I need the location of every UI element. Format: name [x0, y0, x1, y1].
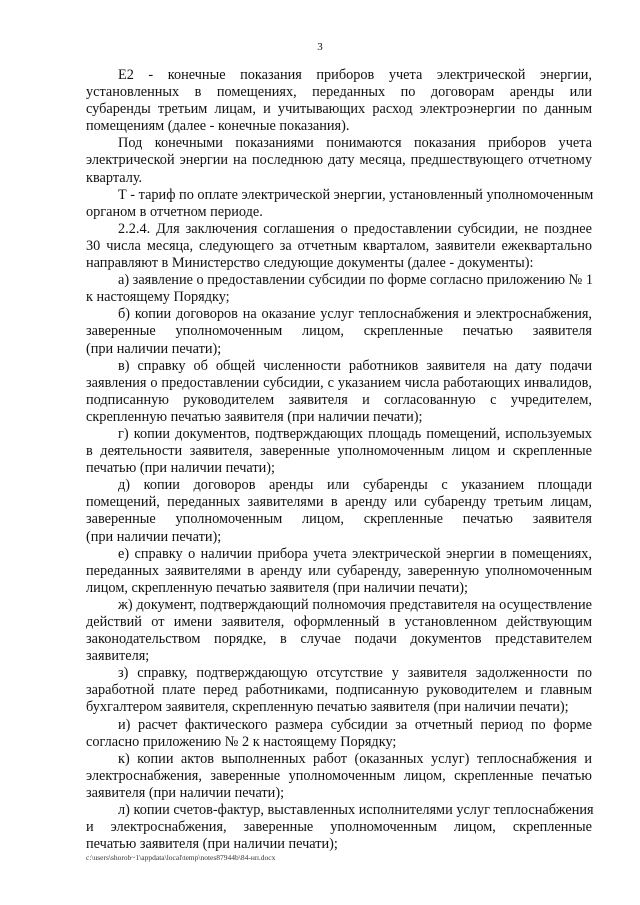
text-line: в деятельности заявителя, заверенные уполномоченным лицом и скрепленные	[86, 443, 592, 460]
paragraph	[86, 546, 592, 597]
text-line: электроснабжения, заверенные уполномоченным лицом, скрепленные печатью	[86, 767, 592, 784]
text-line: переданных заявителями в аренду или субаренду, заверенную уполномоченным	[86, 562, 592, 579]
text-line: законодательством порядке, в случае подачи документов представителем	[86, 631, 592, 648]
paragraph	[86, 67, 592, 135]
text-line: к) копии актов выполненных работ (оказанных услуг) теплоснабжения и	[118, 750, 592, 767]
paragraph	[86, 477, 592, 545]
text-line: лицом, скрепленную печатью заявителя (при наличии печати);	[86, 579, 469, 596]
text-line: заявления о предоставлении субсидии, с указанием числа работающих инвалидов,	[86, 374, 592, 391]
text-line: л) копии счетов-фактур, выставленных исполнителями услуг теплоснабжения	[118, 802, 594, 819]
paragraph	[86, 802, 592, 853]
text-line: з) справку, подтверждающую отсутствие у заявителя задолженности по	[118, 665, 592, 682]
paragraph	[86, 135, 592, 186]
text-line: и) расчет фактического размера субсидии за отчетный период по форме	[118, 716, 592, 733]
text-line: и электроснабжения, заверенные уполномоченным лицом, скрепленные	[86, 819, 592, 836]
text-line: к настоящему Порядку;	[86, 289, 230, 306]
text-line: направляют в Министерство следующие документы (далее - документы):	[86, 255, 534, 272]
text-line: (при наличии печати);	[86, 340, 222, 357]
text-line: бухгалтером заявителя, скрепленную печатью заявителя (при наличии печати);	[86, 699, 569, 716]
paragraph	[86, 665, 592, 716]
text-line: установленных в помещениях, переданных по договорам аренды или	[86, 84, 592, 101]
text-line: заверенные уполномоченным лицом, скрепленные печатью заявителя	[86, 511, 592, 528]
text-line: помещениям (далее - конечные показания).	[86, 118, 350, 135]
text-line: д) копии договоров аренды или субаренды с указанием площади	[118, 477, 592, 494]
text-line: электрической энергии на последнюю дату месяца, предшествующего отчетному	[86, 152, 592, 169]
text-line: скрепленную печатью заявителя (при наличии печати);	[86, 408, 423, 425]
text-line: в) справку об общей численности работников заявителя на дату подачи	[118, 357, 592, 374]
text-line: заверенные уполномоченным лицом, скрепленные печатью заявителя	[86, 323, 592, 340]
paragraph	[86, 306, 592, 357]
text-line: печатью заявителя (при наличии печати);	[86, 836, 338, 853]
paragraph	[86, 358, 592, 426]
text-line: Е2 - конечные показания приборов учета электрической энергии,	[118, 67, 592, 83]
file-path-footer: c:\users\shorob~1\appdata\local\temp\notes87944b\84-нп.docx	[86, 853, 276, 862]
text-line: а) заявление о предоставлении субсидии по форме согласно приложению № 1	[118, 272, 594, 289]
text-line: действий от имени заявителя, оформленный в установленном действующим	[86, 614, 592, 630]
text-line: заработной плате перед работниками, подписанную руководителем и главным	[86, 682, 592, 699]
paragraph	[86, 597, 592, 665]
text-line: согласно приложению № 2 к настоящему Порядку;	[86, 733, 397, 750]
text-line: заявителя;	[86, 648, 150, 665]
paragraph	[86, 187, 592, 221]
text-line: ж) документ, подтверждающий полномочия представителя на осуществление	[118, 596, 592, 613]
text-line: 2.2.4. Для заключения соглашения о предоставлении субсидии, не позднее	[118, 220, 592, 237]
text-line: печатью (при наличии печати);	[86, 460, 276, 477]
text-line: органом в отчетном периоде.	[86, 203, 263, 220]
document-body	[86, 67, 592, 853]
paragraph	[86, 426, 592, 477]
text-line: (при наличии печати);	[86, 528, 222, 545]
text-line: 30 числа месяца, следующего за отчетным кварталом, заявители ежеквартально	[86, 237, 592, 254]
text-line: Т - тариф по оплате электрической энергии, установленный уполномоченным	[118, 186, 594, 203]
text-line: е) справку о наличии прибора учета электрической энергии в помещениях,	[118, 545, 592, 562]
text-line: Под конечными показаниями понимаются показания приборов учета	[118, 135, 592, 152]
text-line: г) копии документов, подтверждающих площадь помещений, используемых	[118, 425, 592, 442]
text-line: заявителя (при наличии печати);	[86, 784, 285, 801]
text-line: субаренды третьим лицам, и учитывающих расход электроэнергии по данным	[86, 101, 592, 118]
page-number: 3	[317, 41, 323, 53]
paragraph	[86, 221, 592, 272]
text-line: помещений, переданных заявителями в аренду или субаренду третьим лицам,	[86, 494, 592, 511]
text-line: кварталу.	[86, 169, 143, 186]
paragraph	[86, 717, 592, 751]
text-line: б) копии договоров на оказание услуг теплоснабжения и электроснабжения,	[118, 306, 592, 323]
text-line: подписанную руководителем заявителя и согласованную с учредителем,	[86, 391, 592, 408]
paragraph	[86, 272, 592, 306]
paragraph	[86, 751, 592, 802]
